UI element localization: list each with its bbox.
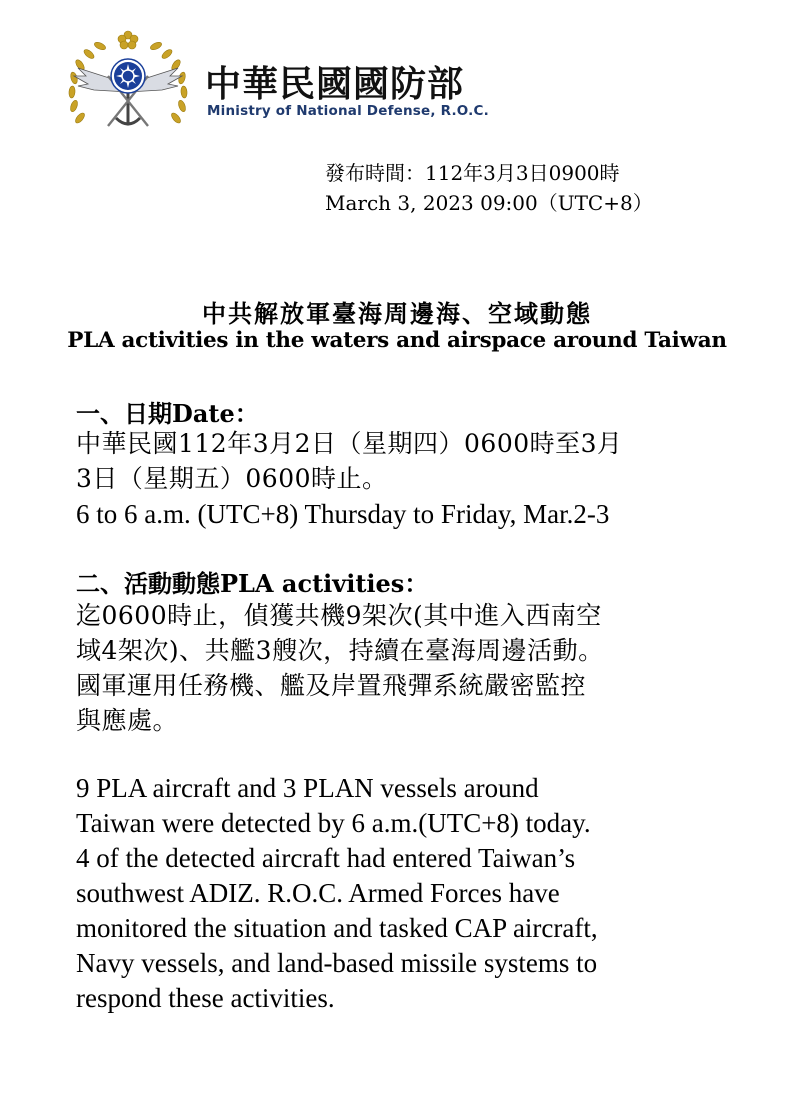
date-line-1: 中華民國112年3月2日（星期四）0600時至3月 <box>76 429 623 458</box>
ministry-name-english: Ministry of National Defense, R.O.C. <box>207 103 489 119</box>
activities-en-line: Navy vessels, and land-based missile systems to <box>76 948 598 978</box>
date-line-2: 3日（星期五）0600時止。 <box>76 464 388 493</box>
section-activities-heading-en: PLA activities： <box>220 569 429 598</box>
activities-en-line: southwest ADIZ. R.O.C. Armed Forces have <box>76 878 560 908</box>
section-date-heading <box>76 394 259 429</box>
activities-zh-line: 國軍運用任務機、艦及岸置飛彈系統嚴密監控 <box>76 671 587 700</box>
activities-zh-line: 域4架次)、共艦3艘次，持續在臺海周邊活動。 <box>76 636 604 665</box>
activities-en-line: monitored the situation and tasked CAP aircraft, <box>76 913 598 943</box>
section-activities-body-en <box>76 771 736 1016</box>
activities-en-line: 9 PLA aircraft and 3 PLAN vessels around <box>76 773 539 803</box>
ministry-name-chinese: 中華民國國防部 <box>205 64 465 105</box>
document-title-chinese: 中共解放軍臺海周邊海、空域動態 <box>202 300 592 328</box>
section-date-heading-en: Date： <box>172 399 259 428</box>
section-activities-heading-zh: 二、活動動態 <box>76 570 220 598</box>
document-title-english: PLA activities in the waters and airspace around Taiwan <box>67 328 727 353</box>
section-activities-heading <box>76 564 428 599</box>
release-time-english: March 3, 2023 09:00（UTC+8） <box>325 191 653 215</box>
section-date-heading-zh: 一、日期 <box>76 400 172 428</box>
section-date-body-en: 6 to 6 a.m. (UTC+8) Thursday to Friday, Mar.2-3 <box>76 499 610 529</box>
section-activities-body-zh <box>76 598 736 738</box>
activities-en-line: 4 of the detected aircraft had entered Taiwan’s <box>76 843 576 873</box>
activities-en-line: Taiwan were detected by 6 a.m.(UTC+8) today. <box>76 808 591 838</box>
activities-en-line: respond these activities. <box>76 983 335 1013</box>
section-date-body-zh <box>76 426 736 496</box>
activities-zh-line: 與應處。 <box>76 706 179 735</box>
activities-zh-line: 迄0600時止，偵獲共機9架次(其中進入西南空 <box>76 601 602 630</box>
ministry-emblem-logo <box>58 26 198 138</box>
release-time <box>325 158 653 218</box>
release-time-chinese: 發布時間：112年3月3日0900時 <box>325 161 620 185</box>
